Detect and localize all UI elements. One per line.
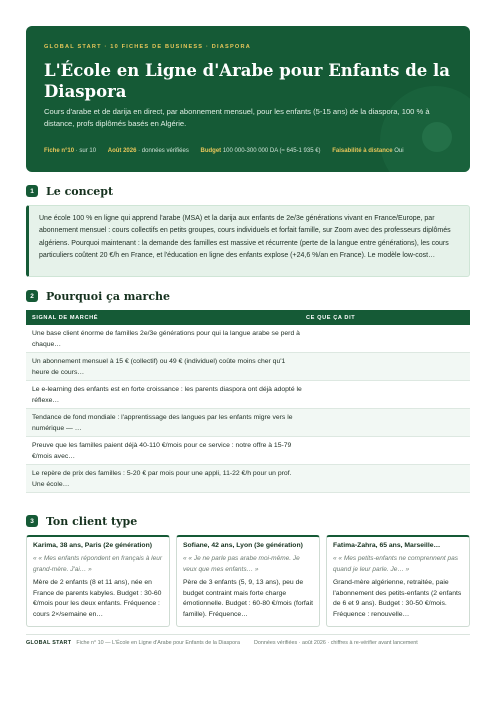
persona-name: Karima, 38 ans, Paris (2e génération) [33, 542, 152, 549]
section-title: Le concept [46, 184, 114, 198]
persona-card [176, 535, 320, 627]
persona-description: Grand-mère algérienne, retraitée, paie l'abonnement des petits-enfants (2 enfants de 6 et 9 ans). Budget : 30-50 €/mois. Fréquence : renouvelle… [333, 579, 462, 618]
page-footer [26, 634, 470, 648]
table-cell: Une base client énorme de familles 2e/3e générations pour qui la langue arabe se perd à chaque… [32, 330, 300, 349]
persona-card [326, 535, 470, 627]
date-label: Août 2026 [107, 148, 137, 154]
date-value: · données vérifiées [138, 148, 189, 154]
section-number: 2 [26, 290, 38, 302]
persona-description: Mère de 2 enfants (8 et 11 ans), née en France de parents kabyles. Budget : 30-60 €/mois pour les deux enfants. Fréquence : cours 2×/semaine en… [33, 579, 162, 618]
table-row [26, 325, 470, 353]
hero-meta [44, 148, 464, 154]
persona-quote: « « Je ne parle pas arabe moi-même. Je veux que mes enfants… » [183, 555, 300, 573]
table-header [26, 310, 470, 325]
footer-left [26, 639, 242, 648]
section-header-clients [26, 514, 137, 528]
section-number: 1 [26, 185, 38, 197]
table-cell: Le e-learning des enfants est en forte croissance : les parents diaspora ont déjà adopté le réflexe… [32, 386, 302, 405]
feasibility-label: Faisabilité à distance [332, 148, 393, 154]
column-header-signal: SIGNAL DE MARCHÉ [32, 314, 99, 321]
section-title: Ton client type [46, 514, 138, 528]
table-cell: Un abonnement mensuel à 15 € (collectif) ou 49 € (individuel) coûte moins cher qu'1 heure de cours… [32, 358, 286, 377]
page-subtitle: Cours d'arabe et de darija en direct, par abonnement mensuel, pour les enfants (5-15 ans) de la diaspora, 100 % à distance, profs diplômés basés en Algérie. [44, 107, 430, 128]
budget-value: 100 000-300 000 DA (≈ 645-1 935 €) [222, 148, 321, 154]
persona-quote: « « Mes enfants répondent en français à leur grand-mère. J'ai… » [33, 555, 162, 573]
footer-title: Fiche n° 10 — L'École en Ligne d'Arabe pour Enfants de la Diaspora [76, 640, 240, 646]
footer-note: Données vérifiées · août 2026 · chiffres à re-vérifier avant lancement [254, 640, 418, 646]
section-header-concept [26, 184, 113, 198]
hero-kicker: GLOBAL START · 10 FICHES DE BUSINESS · DIASPORA [44, 44, 251, 50]
persona-card [26, 535, 170, 627]
table-cell: Preuve que les familles paient déjà 40-110 €/mois pour ce service : notre offre à 15-79 €/mois avec… [32, 442, 292, 461]
feasibility-value: Oui [394, 148, 404, 154]
persona-description: Père de 3 enfants (5, 9, 13 ans), peu de budget contraint mais forte charge émotionnelle. Budget : 60-80 €/mois (forfait famille). Fréquence… [183, 579, 313, 618]
table-cell: Le repère de prix des familles : 5-20 € par mois pour une appli, 11-22 €/h pour un prof. Une école… [32, 470, 292, 489]
persona-cards [26, 535, 470, 627]
table-row [26, 465, 470, 493]
table-cell: Tendance de fond mondiale : l'apprentissage des langues par les enfants migre vers le numérique — … [32, 414, 293, 433]
persona-name: Fatima-Zahra, 65 ans, Marseille… [333, 542, 441, 549]
section-header-how [26, 289, 170, 303]
column-header-meaning: CE QUE ÇA DIT [306, 314, 356, 321]
persona-name: Sofiane, 42 ans, Lyon (3e génération) [183, 542, 303, 549]
fiche-value: · sur 10 [75, 148, 97, 154]
budget-label: Budget [200, 148, 222, 154]
table-row [26, 381, 470, 409]
footer-brand: GLOBAL START [26, 640, 72, 646]
table-row [26, 409, 470, 437]
persona-quote: « « Mes petits-enfants ne comprennent pas quand je leur parle. Je… » [333, 555, 459, 573]
section-title: Pourquoi ça marche [46, 289, 171, 303]
concept-box: Une école 100 % en ligne qui apprend l'arabe (MSA) et la darija aux enfants de 2e/3e générations vivant en France/Europe, par abonnement mensuel : cours collectifs en petits groupes, cours individuels et forfait famille, sur Zoom avec des professeurs diplômés algériens. Pourquoi maintenant : la demande des familles est massive et récurrente (perte de la langue entre générations), les cours particuliers coûtent 20 €/h en France, et l'éducation en ligne des enfants explose (+24,6 %/an en France). Le modèle low-cost… [26, 205, 470, 277]
section-number: 3 [26, 515, 38, 527]
fiche-label: Fiche n°10 [44, 148, 75, 154]
hero-banner [26, 26, 470, 172]
table-row [26, 437, 470, 465]
page-title: L'École en Ligne d'Arabe pour Enfants de la Diaspora [44, 61, 450, 101]
table-row [26, 353, 470, 381]
market-signals-table [26, 310, 470, 493]
